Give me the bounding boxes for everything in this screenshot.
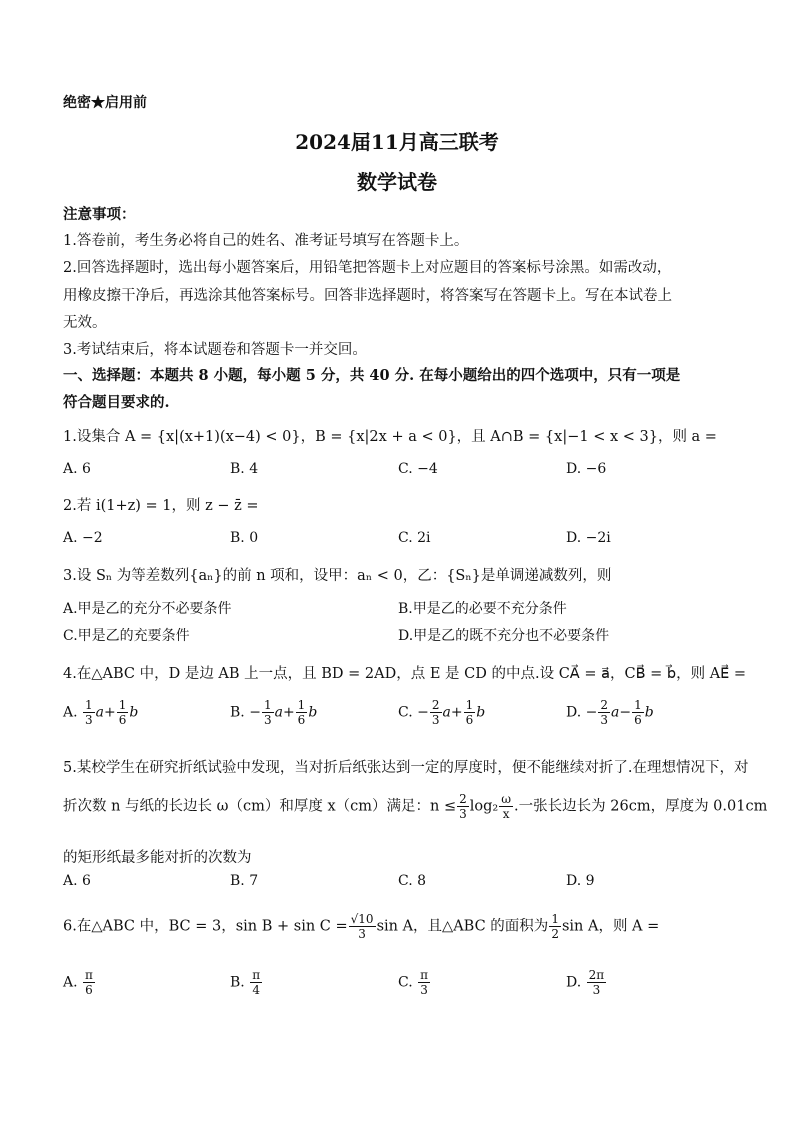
exam-subject: 数学试卷 bbox=[357, 170, 437, 194]
notice-item-3: 3.考试结束后，将本试题卷和答题卡一并交回。 bbox=[63, 342, 367, 358]
numerator: 2 bbox=[600, 698, 609, 712]
fraction bbox=[117, 698, 129, 727]
denominator: 3 bbox=[263, 713, 272, 727]
q4-option-c bbox=[398, 698, 485, 727]
sign: − bbox=[249, 704, 261, 721]
denominator: 3 bbox=[431, 713, 440, 727]
sign: − bbox=[585, 704, 598, 721]
sign: + bbox=[104, 704, 116, 721]
fraction bbox=[418, 968, 430, 997]
denominator: 6 bbox=[297, 713, 306, 727]
sign: + bbox=[450, 704, 463, 721]
fraction bbox=[632, 698, 644, 727]
q3-option-d: D.甲是乙的既不充分也不必要条件 bbox=[398, 628, 610, 644]
q4-option-d bbox=[566, 698, 654, 727]
section-heading-cont: 符合题目要求的. bbox=[63, 394, 170, 411]
vector-var: a bbox=[611, 704, 620, 721]
question-5-line-1: 5.某校学生在研究折纸试验中发现，当对折后纸张达到一定的厚度时，便不能继续对折了.在理想情况下，对 bbox=[63, 760, 749, 776]
fraction bbox=[250, 968, 262, 997]
q6-text: 6.在△ABC 中，BC = 3，sin B + sin C = bbox=[63, 918, 348, 935]
denominator: 3 bbox=[420, 983, 428, 997]
fraction bbox=[430, 698, 442, 727]
exam-title: 2024届11月高三联考 bbox=[295, 130, 499, 154]
notice-item-2: 2.回答选择题时，选出每小题答案后，用铅笔把答题卡上对应题目的答案标号涂黑。如需改动， bbox=[63, 260, 672, 276]
vector-var: b bbox=[476, 704, 486, 721]
notice-item-1: 1.答卷前，考生务必将自己的姓名、准考证号填写在答题卡上。 bbox=[63, 233, 469, 249]
denominator: 4 bbox=[252, 983, 260, 997]
numerator: 2 bbox=[431, 698, 440, 712]
q5-option-c: C. 8 bbox=[398, 873, 427, 889]
numerator: π bbox=[85, 968, 93, 982]
question-5-line-2 bbox=[63, 792, 767, 821]
sign: − bbox=[619, 704, 632, 721]
numerator: ω bbox=[501, 792, 512, 806]
fraction bbox=[296, 698, 308, 727]
q5-text: .一张长边长为 26cm，厚度为 0.01cm bbox=[514, 798, 768, 815]
q2-option-a: A. −2 bbox=[63, 530, 103, 546]
vector-var: b bbox=[129, 704, 139, 721]
numerator: 1 bbox=[263, 698, 272, 712]
q6-option-b bbox=[230, 968, 263, 997]
denominator: x bbox=[502, 807, 510, 821]
q4-option-a bbox=[63, 698, 138, 727]
question-3-stem: 3.设 Sₙ 为等差数列{aₙ}的前 n 项和，设甲：aₙ < 0，乙：{Sₙ}是单调递减数列，则 bbox=[63, 568, 612, 584]
q6-text: sin A，则 A = bbox=[561, 918, 660, 935]
fraction bbox=[549, 912, 561, 941]
option-label: C. bbox=[398, 974, 413, 991]
option-label: A. bbox=[63, 974, 78, 991]
denominator: 3 bbox=[600, 713, 609, 727]
sign: + bbox=[282, 704, 295, 721]
question-2-stem: 2.若 i(1+z) = 1，则 z − z̄ = bbox=[63, 498, 259, 514]
q2-option-b: B. 0 bbox=[230, 530, 259, 546]
fraction bbox=[598, 698, 610, 727]
q6-option-a bbox=[63, 968, 96, 997]
q5-text: 折次数 n 与纸的长边长 ω（cm）和厚度 x（cm）满足：n ≤ bbox=[63, 798, 457, 815]
denominator: 3 bbox=[85, 713, 93, 727]
vector-var: a bbox=[95, 704, 105, 721]
sign: − bbox=[417, 704, 429, 721]
section-heading: 一、选择题：本题共 8 小题，每小题 5 分，共 40 分. 在每小题给出的四个选项中，只有一项是 bbox=[63, 367, 681, 384]
q5-option-a: A. 6 bbox=[63, 873, 91, 889]
q1-option-c: C. −4 bbox=[398, 461, 438, 477]
q1-option-d: D. −6 bbox=[566, 461, 607, 477]
notice-item-2-cont: 用橡皮擦干净后，再选涂其他答案标号。回答非选择题时，将答案写在答题卡上。写在本试卷上 bbox=[63, 288, 672, 304]
denominator: 6 bbox=[465, 713, 474, 727]
option-label: D. bbox=[566, 974, 582, 991]
q4-option-b bbox=[230, 698, 317, 727]
fraction bbox=[262, 698, 274, 727]
vector-var: b bbox=[308, 704, 318, 721]
fraction bbox=[83, 698, 95, 727]
numerator: 1 bbox=[297, 698, 306, 712]
denominator: 3 bbox=[592, 983, 601, 997]
numerator: 1 bbox=[634, 698, 642, 712]
question-4-stem: 4.在△ABC 中，D 是边 AB 上一点，且 BD = 2AD，点 E 是 CD 的中点.设 CA⃗ = a⃗，CB⃗ = b⃗，则 AE⃗ = bbox=[63, 666, 747, 682]
denominator: 3 bbox=[459, 807, 467, 821]
vector-var: a bbox=[274, 704, 283, 721]
option-label: D. bbox=[566, 704, 582, 721]
q3-option-a: A.甲是乙的充分不必要条件 bbox=[63, 601, 232, 617]
q3-option-b: B.甲是乙的必要不充分条件 bbox=[398, 601, 567, 617]
denominator: 2 bbox=[551, 927, 559, 941]
fraction bbox=[464, 698, 476, 727]
fraction bbox=[457, 792, 469, 821]
q1-option-b: B. 4 bbox=[230, 461, 259, 477]
numerator: 1 bbox=[85, 698, 93, 712]
q6-option-c bbox=[398, 968, 431, 997]
numerator: 1 bbox=[465, 698, 474, 712]
notice-heading: 注意事项： bbox=[63, 206, 136, 223]
q2-option-c: C. 2i bbox=[398, 530, 431, 546]
q5-option-d: D. 9 bbox=[566, 873, 595, 889]
denominator: 6 bbox=[85, 983, 93, 997]
q6-option-d bbox=[566, 968, 607, 997]
q3-option-c: C.甲是乙的充要条件 bbox=[63, 628, 190, 644]
question-1-stem: 1.设集合 A = {x|(x+1)(x−4) < 0}，B = {x|2x + a < 0}，且 A∩B = {x|−1 < x < 3}，则 a = bbox=[63, 429, 717, 445]
question-6-stem bbox=[63, 912, 659, 941]
numerator: 1 bbox=[118, 698, 127, 712]
q2-option-d: D. −2i bbox=[566, 530, 611, 546]
q1-option-a: A. 6 bbox=[63, 461, 91, 477]
vector-var: a bbox=[442, 704, 451, 721]
fraction bbox=[499, 792, 513, 821]
fraction bbox=[83, 968, 95, 997]
log-symbol: log₂ bbox=[469, 798, 499, 815]
numerator: π bbox=[252, 968, 261, 982]
numerator: π bbox=[420, 968, 429, 982]
fraction bbox=[349, 912, 376, 941]
denominator: 3 bbox=[358, 927, 366, 941]
denominator: 6 bbox=[118, 713, 127, 727]
q6-text: sin A，且△ABC 的面积为 bbox=[376, 918, 549, 935]
option-label: A. bbox=[63, 704, 78, 721]
option-label: C. bbox=[398, 704, 413, 721]
numerator: √10 bbox=[350, 912, 374, 926]
denominator: 6 bbox=[634, 713, 642, 727]
fraction bbox=[587, 968, 607, 997]
confidential-label: 绝密★启用前 bbox=[63, 95, 147, 111]
question-5-line-3: 的矩形纸最多能对折的次数为 bbox=[63, 850, 252, 866]
numerator: 2 bbox=[459, 792, 467, 806]
option-label: B. bbox=[230, 974, 245, 991]
vector-var: b bbox=[644, 704, 654, 721]
numerator: 2π bbox=[588, 968, 605, 982]
option-label: B. bbox=[230, 704, 245, 721]
q5-option-b: B. 7 bbox=[230, 873, 259, 889]
notice-item-2-end: 无效。 bbox=[63, 315, 107, 331]
numerator: 1 bbox=[551, 912, 559, 926]
